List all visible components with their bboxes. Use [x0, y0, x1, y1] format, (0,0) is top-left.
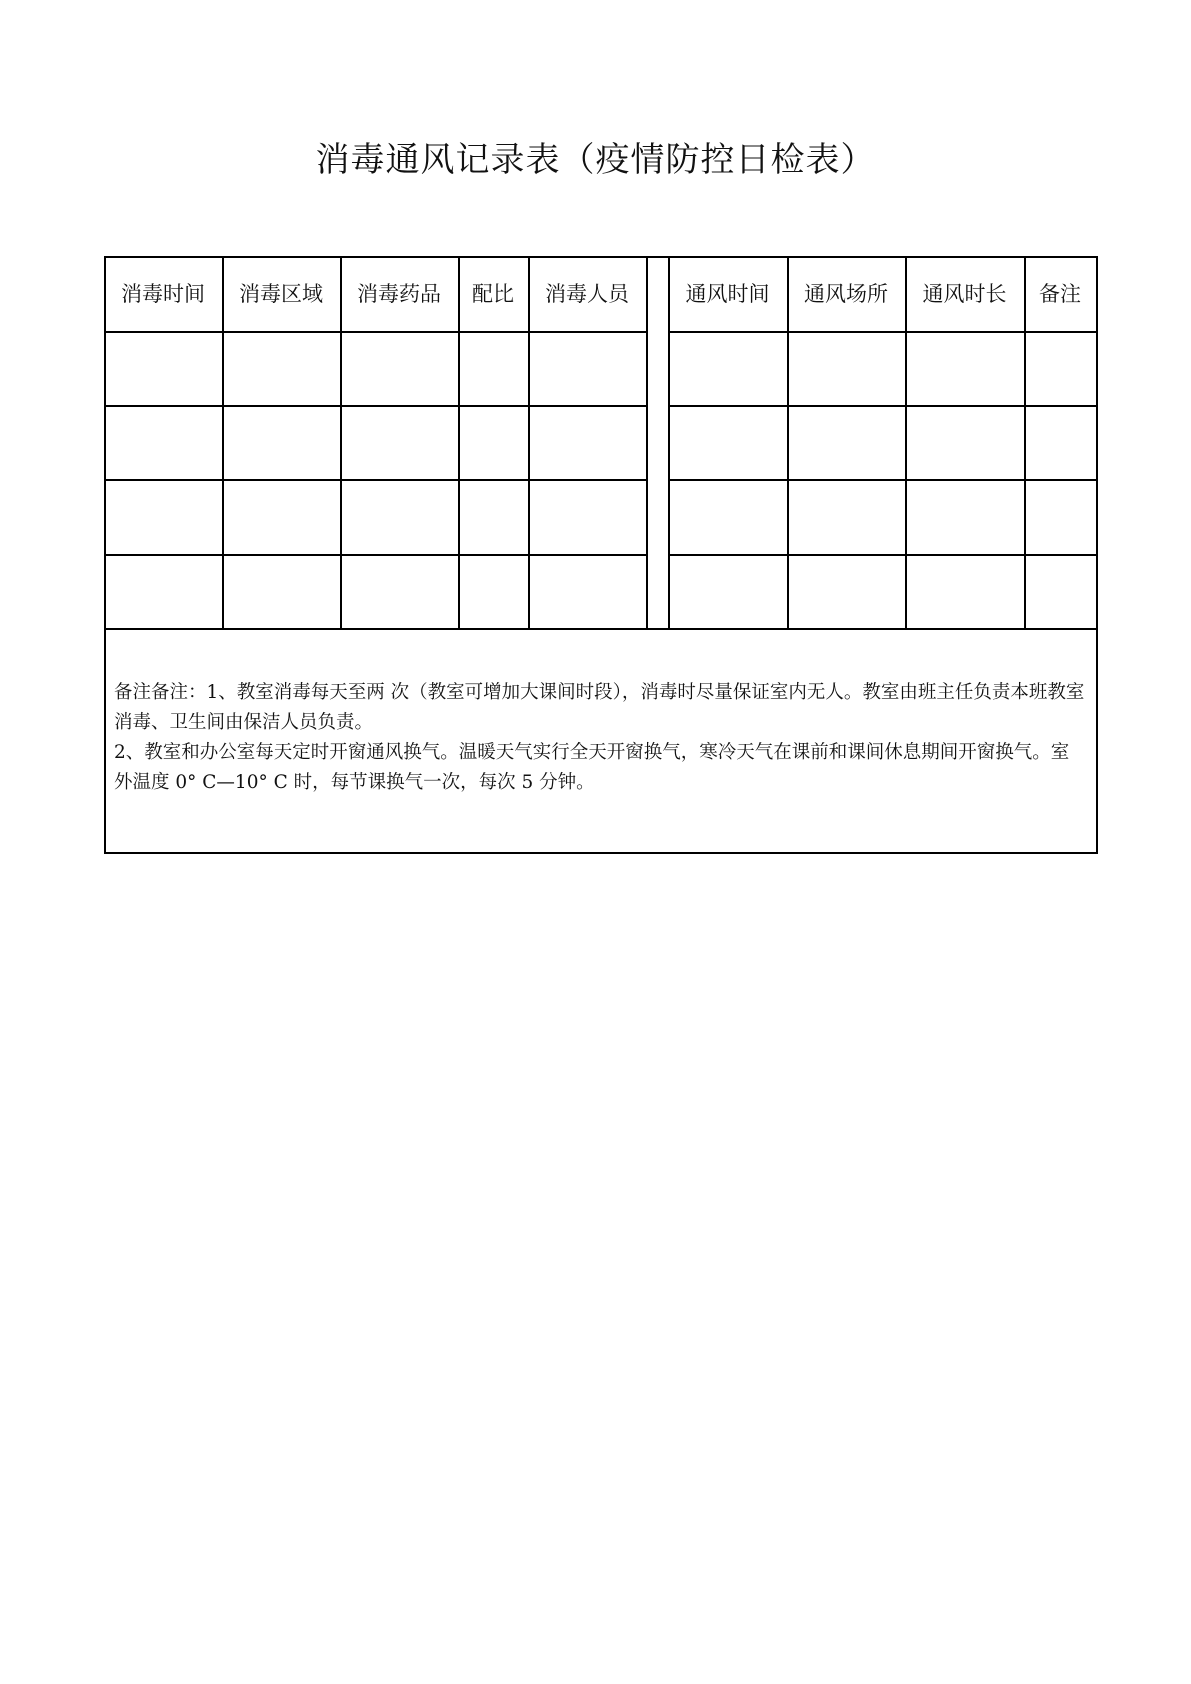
table-cell[interactable]: [670, 407, 786, 478]
table-cell[interactable]: [342, 407, 457, 478]
table-cell[interactable]: [460, 407, 527, 478]
header-ventilation-0: 通风时间: [685, 282, 770, 306]
table-cell[interactable]: [530, 481, 645, 553]
table-cell[interactable]: [789, 333, 904, 404]
table-cell[interactable]: [670, 333, 786, 404]
note-line-1: 备注备注：1、教室消毒每天至两 次（教室可增加大课间时段），消毒时尽量保证室内无人。教室由班主任负责本班教室消毒、卫生间由保洁人员负责。: [114, 682, 1085, 733]
table-cell[interactable]: [530, 333, 645, 404]
table-cell[interactable]: [342, 556, 457, 627]
table-cell[interactable]: [224, 333, 339, 404]
header-ventilation-2: 通风时长: [922, 282, 1007, 306]
table-cell[interactable]: [224, 481, 339, 553]
table-cell[interactable]: [789, 556, 904, 627]
table-cell[interactable]: [460, 481, 527, 553]
table-cell[interactable]: [106, 407, 221, 478]
table-cell[interactable]: [789, 481, 904, 553]
table-cell[interactable]: [1026, 556, 1095, 627]
table-cell[interactable]: [342, 333, 457, 404]
table-cell[interactable]: [907, 556, 1023, 627]
table-column-divider: [646, 256, 648, 630]
table-cell[interactable]: [106, 481, 221, 553]
table-cell[interactable]: [106, 556, 221, 627]
header-ventilation-1: 通风场所: [804, 282, 888, 306]
table-cell[interactable]: [224, 407, 339, 478]
table-cell[interactable]: [789, 407, 904, 478]
table-cell[interactable]: [342, 481, 457, 553]
table-cell[interactable]: [530, 556, 645, 627]
header-disinfection-1: 消毒区域: [239, 282, 323, 306]
table-cell[interactable]: [670, 556, 786, 627]
table-cell[interactable]: [530, 407, 645, 478]
table-cell[interactable]: [1026, 407, 1095, 478]
table-bottom-border: [104, 852, 1098, 854]
header-disinfection-2: 消毒药品: [357, 282, 441, 306]
table-cell[interactable]: [1026, 481, 1095, 553]
table-cell[interactable]: [670, 481, 786, 553]
header-ventilation-3: 备注: [1039, 282, 1081, 306]
header-disinfection-4: 消毒人员: [545, 282, 629, 306]
header-disinfection-0: 消毒时间: [121, 282, 205, 306]
table-cell[interactable]: [907, 481, 1023, 553]
table-cell[interactable]: [106, 333, 221, 404]
notes-section: [114, 678, 1086, 798]
table-cell[interactable]: [907, 407, 1023, 478]
table-cell[interactable]: [224, 556, 339, 627]
table-column-divider: [1096, 256, 1098, 854]
page-title: 消毒通风记录表（疫情防控日检表）: [315, 140, 876, 180]
table-cell[interactable]: [907, 333, 1023, 404]
table-cell[interactable]: [460, 333, 527, 404]
note-line-2: 2、教室和办公室每天定时开窗通风换气。温暖天气实行全天开窗换气，寒冷天气在课前和课间休息期间开窗换气。室外温度 0° C—10° C 时，每节课换气一次，每次 5 分钟。: [114, 742, 1070, 793]
header-disinfection-3: 配比: [472, 282, 514, 306]
table-cell[interactable]: [460, 556, 527, 627]
table-cell[interactable]: [1026, 333, 1095, 404]
table-row-divider: [104, 628, 1098, 630]
